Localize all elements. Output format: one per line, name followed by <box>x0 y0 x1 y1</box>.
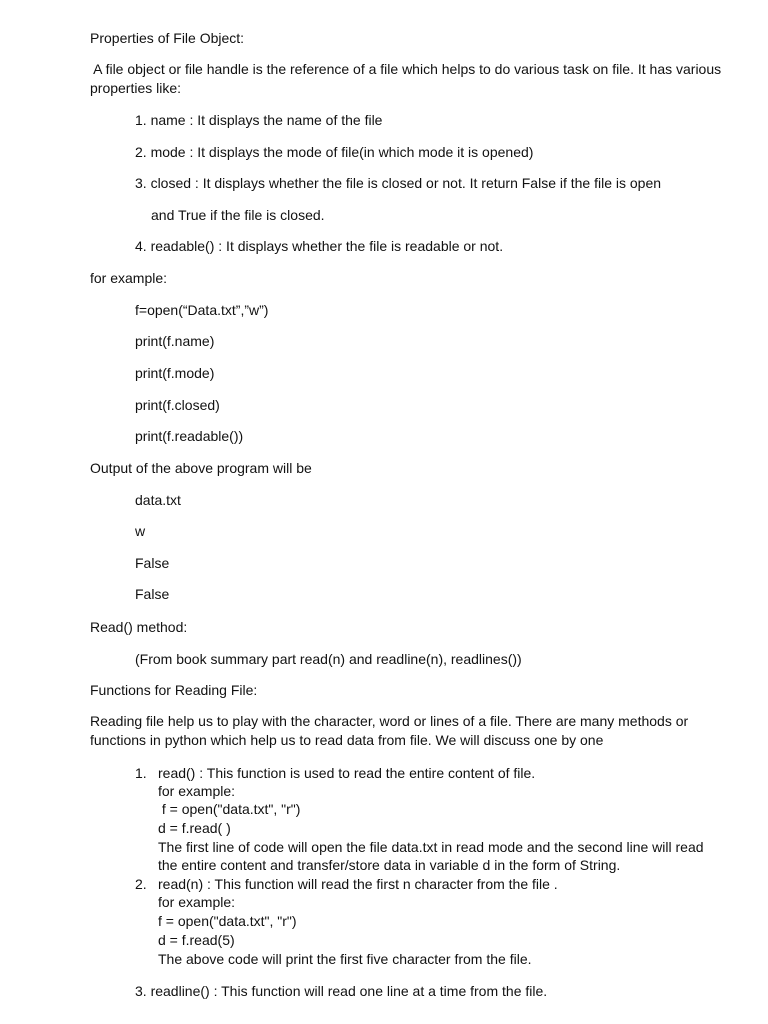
property-item-closed: 3. closed : It displays whether the file is closed or not. It return False if the file is open <box>135 175 662 191</box>
functions-intro-line-1: Reading file help us to play with the character, word or lines of a file. There are many methods or <box>90 713 689 729</box>
list-item-readline: 3. readline() : This function will read one line at a time from the file. <box>135 983 548 999</box>
list-item-read-line: d = f.read( ) <box>158 820 231 836</box>
list-item-read-line: f = open("data.txt", "r") <box>158 801 301 817</box>
read-method-note: (From book summary part read(n) and readline(n), readlines()) <box>135 651 522 667</box>
property-item-mode: 2. mode : It displays the mode of file(in which mode it is opened) <box>135 144 534 160</box>
functions-heading: Functions for Reading File: <box>90 682 258 698</box>
property-item-closed-continued: and True if the file is closed. <box>151 207 325 223</box>
list-item-readn-line: for example: <box>158 894 236 910</box>
output-value: w <box>135 523 146 539</box>
list-item-read-line: the entire content and transfer/store data in variable d in the form of String. <box>158 857 621 873</box>
example-label: for example: <box>90 270 168 286</box>
code-line: print(f.closed) <box>135 397 220 413</box>
list-item-read-line: read() : This function is used to read the entire content of file. <box>158 765 536 781</box>
output-value: data.txt <box>135 492 181 508</box>
list-item-readn-line: The above code will print the first five character from the file. <box>158 951 532 967</box>
list-item-read-line: for example: <box>158 783 236 799</box>
list-number: 1. <box>135 765 147 781</box>
output-label: Output of the above program will be <box>90 460 312 476</box>
code-line: print(f.mode) <box>135 365 215 381</box>
property-item-readable: 4. readable() : It displays whether the file is readable or not. <box>135 238 504 254</box>
code-line: print(f.name) <box>135 333 215 349</box>
code-line: print(f.readable()) <box>135 428 244 444</box>
list-item-readn-line: read(n) : This function will read the first n character from the file . <box>158 876 558 892</box>
intro-line-2: properties like: <box>90 80 182 96</box>
read-method-heading: Read() method: <box>90 619 188 635</box>
list-item-readn-line: f = open("data.txt", "r") <box>158 913 297 929</box>
list-item-readn-line: d = f.read(5) <box>158 932 235 948</box>
output-value: False <box>135 555 170 571</box>
code-line: f=open(“Data.txt”,”w”) <box>135 302 269 318</box>
output-value: False <box>135 586 170 602</box>
list-number: 2. <box>135 876 147 892</box>
intro-line-1: A file object or file handle is the reference of a file which helps to do various task on file. It has various <box>90 61 722 77</box>
property-item-name: 1. name : It displays the name of the file <box>135 112 383 128</box>
functions-intro-line-2: functions in python which help us to read data from file. We will discuss one by one <box>90 732 604 748</box>
list-item-read-line: The first line of code will open the file data.txt in read mode and the second line will read <box>158 839 704 855</box>
section-heading-properties: Properties of File Object: <box>90 30 245 46</box>
